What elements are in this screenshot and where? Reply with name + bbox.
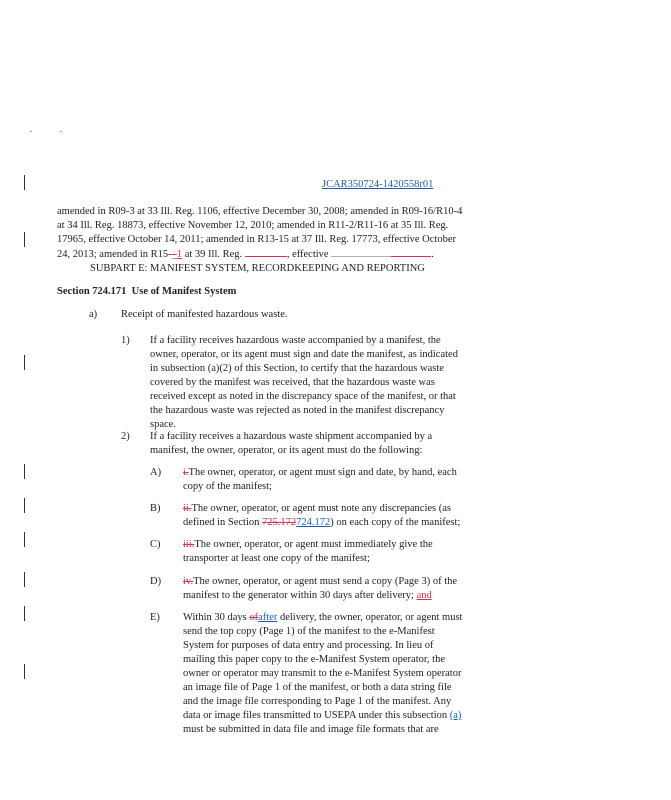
deleted-text: 725.172 [262,517,297,528]
deleted-text: iii. [183,539,195,550]
revision-bar [24,464,25,479]
paragraph-line: System for purposes of data entry and processing. In lieu of [183,640,434,651]
deleted-text: iv. [183,576,194,587]
paragraph-text: ) on each copy of the manifest; [330,517,461,528]
paragraph-text: data or image files transmitted to USEPA under this subsection [183,710,450,721]
paragraph-line: manifest, the owner, operator, or its agent must do the following: [150,445,423,456]
paragraph-line: owner, operator, or its agent must sign and date the manifest, as indicated [150,349,458,360]
inserted-text: 724.172 [296,517,331,528]
inserted-text: after [258,612,278,623]
paragraph-text: manifest to the generator within 30 days after delivery; [183,590,417,601]
paragraph-line: If a facility receives hazardous waste accompanied by a manifest, the [150,335,441,346]
inserted-text: 1 [176,249,183,260]
history-text: . [431,249,434,260]
subpart-heading: SUBPART E: MANIFEST SYSTEM, RECORDKEEPING AND REPORTING [90,263,425,274]
blank-field [331,247,391,257]
section-heading [57,285,236,300]
paragraph-text: The owner, operator, or agent must sign and date, by hand, each [188,467,457,478]
history-text: , effective [286,249,332,260]
paragraph-label: 1) [121,335,130,346]
paragraph-line: received except as noted in the discrepancy space of the manifest, or that [150,391,456,402]
revision-bar [24,232,25,247]
document-id-link[interactable]: JCAR350724-1420558r01 [322,179,434,190]
history-line: 17965, effective October 14, 2011; amended in R13-15 at 37 Ill. Reg. 17773, effective October [57,234,456,245]
paragraph-line [183,709,461,724]
scan-speck [60,131,62,132]
section-number: Section 724.171 [57,286,127,297]
paragraph-line: space. [150,419,176,430]
history-text: at 39 Ill. Reg. [182,249,245,260]
paragraph-text: The owner, operator, or agent must note any discrepancies (as [191,503,451,514]
paragraph-line [183,466,457,481]
paragraph-line: the hazardous waste was rejected as noted in the manifest discrepancy [150,405,445,416]
paragraph-line: copy of the manifest; [183,481,272,492]
history-text: 24, 2013; amended in R15- [57,249,172,260]
paragraph-line [183,575,457,590]
paragraph-line: and the image file corresponding to Page 1 of the manifest. Any [183,696,452,707]
deleted-text: i. [183,467,189,478]
deleted-text: _ [171,249,177,260]
revision-bar [24,606,25,621]
paragraph-line [183,538,433,553]
paragraph-label: C) [150,539,161,550]
paragraph-text: Receipt of manifested hazardous waste. [121,309,288,320]
paragraph-line: in subsection (a)(2) of this Section, to certify that the hazardous waste [150,363,444,374]
paragraph-text: defined in Section [183,517,263,528]
paragraph-line: must be submitted in data file and image file formats that are [183,724,439,735]
paragraph-label: 2) [121,431,130,442]
paragraph-line [183,611,462,626]
paragraph-line: owner or operator may transmit to the e-Manifest System operator [183,668,462,679]
revision-bar [24,532,25,547]
blank-field [245,247,287,257]
paragraph-label: A) [150,467,162,478]
scan-speck [30,131,32,132]
paragraph-text: Within 30 days [183,612,250,623]
paragraph-line: If a facility receives a hazardous waste shipment accompanied by a [150,431,433,442]
revision-bar [24,664,25,679]
paragraph-text: The owner, operator, or agent must send a copy (Page 3) of the [193,576,458,587]
inserted-text: (a) [449,710,462,721]
paragraph-text: The owner, operator, or agent must immediately give the [194,539,433,550]
history-line [57,247,434,263]
paragraph-line [183,589,432,604]
blank-field [391,247,431,257]
paragraph-label: D) [150,576,162,587]
paragraph-line: mailing this paper copy to the e-Manifest System operator, the [183,654,446,665]
history-line: amended in R09-3 at 33 Ill. Reg. 1106, effective December 30, 2008; amended in R09-16/R10-4 [57,206,463,217]
inserted-text: and [416,590,432,601]
paragraph-label: E) [150,612,160,623]
paragraph-line [183,516,460,531]
history-line: at 34 Ill. Reg. 18873, effective November 12, 2010; amended in R11-2/R11-16 at 35 Ill. Reg. [57,220,449,231]
paragraph-label: B) [150,503,161,514]
section-title: Use of Manifest System [131,286,237,297]
paragraph-line: an image file of Page 1 of the manifest, or both a data string file [183,682,452,693]
paragraph-line: send the top copy (Page 1) of the manifest to the e-Manifest [183,626,435,637]
deleted-text: ii. [183,503,192,514]
paragraph-line [183,502,451,517]
paragraph-line: transporter at least one copy of the manifest; [183,553,370,564]
paragraph-line: covered by the manifest was received, that the hazardous waste was [150,377,435,388]
paragraph-label: a) [89,309,98,320]
revision-bar [24,355,25,370]
revision-bar [24,498,25,513]
paragraph-text: delivery, the owner, operator, or agent must [277,612,463,623]
revision-bar [24,572,25,587]
revision-bar [24,175,25,190]
deleted-text: of [249,612,259,623]
